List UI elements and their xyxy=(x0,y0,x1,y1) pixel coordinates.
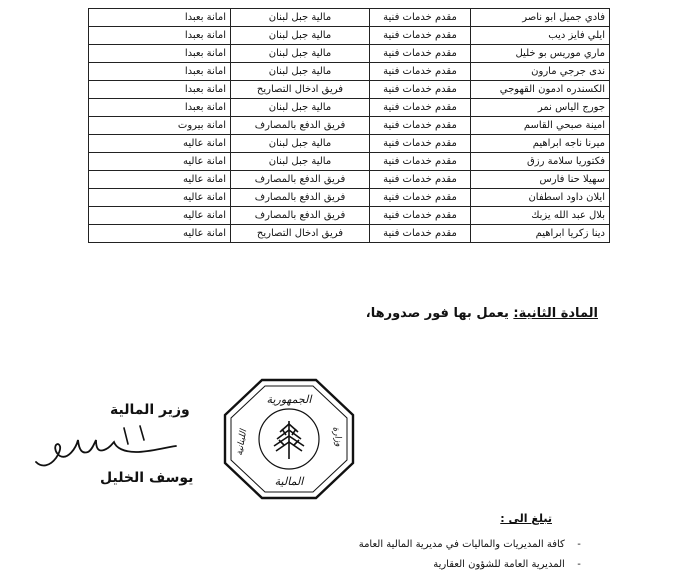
seal-bottom-text: المالية xyxy=(274,475,304,488)
cell-amana: امانة بعبدا xyxy=(89,45,231,63)
list-dash: - xyxy=(577,559,581,570)
cell-name: ندى جرجي مارون xyxy=(471,63,610,81)
cell-department: مالية جبل لبنان xyxy=(231,27,370,45)
cell-department: مالية جبل لبنان xyxy=(231,63,370,81)
cell-name: الكسندره ادمون القهوجي xyxy=(471,81,610,99)
seal-left-text: اللبنانية xyxy=(234,428,250,457)
cell-role: مقدم خدمات فنية xyxy=(370,9,471,27)
cell-department: فريق الدفع بالمصارف xyxy=(231,171,370,189)
table-row xyxy=(89,99,610,117)
table-row xyxy=(89,135,610,153)
cell-amana: امانة عاليه xyxy=(89,135,231,153)
article-label: المادة الثانية: xyxy=(513,306,598,321)
cell-name: دينا زكريا ابراهيم xyxy=(471,225,610,243)
cell-name: جورج الياس نمر xyxy=(471,99,610,117)
handwritten-signature xyxy=(32,418,182,478)
cell-department: فريق الدفع بالمصارف xyxy=(231,207,370,225)
cell-role: مقدم خدمات فنية xyxy=(370,207,471,225)
cell-role: مقدم خدمات فنية xyxy=(370,81,471,99)
cell-name: ايلي فايز ديب xyxy=(471,27,610,45)
seal-right-text: وزارة xyxy=(330,425,344,448)
table-row xyxy=(89,189,610,207)
cell-name: ماري موريس بو خليل xyxy=(471,45,610,63)
distribution-label: تبلغ الى : xyxy=(500,512,552,525)
table-row xyxy=(89,9,610,27)
table-row xyxy=(89,27,610,45)
table-row xyxy=(89,225,610,243)
personnel-table xyxy=(88,8,610,243)
cell-amana: امانة بيروت xyxy=(89,117,231,135)
cell-role: مقدم خدمات فنية xyxy=(370,27,471,45)
table-row xyxy=(89,63,610,81)
cell-name: امينة صبحي القاسم xyxy=(471,117,610,135)
table-row xyxy=(89,81,610,99)
cell-amana: امانة عاليه xyxy=(89,189,231,207)
cell-role: مقدم خدمات فنية xyxy=(370,45,471,63)
cell-name: بلال عبد الله يزبك xyxy=(471,207,610,225)
article-two xyxy=(366,306,598,321)
cell-role: مقدم خدمات فنية xyxy=(370,171,471,189)
distribution-item-text: المديرية العامة للشؤون العقارية xyxy=(433,559,565,570)
table-row xyxy=(89,207,610,225)
cell-department: فريق الدفع بالمصارف xyxy=(231,189,370,207)
cell-department: مالية جبل لبنان xyxy=(231,153,370,171)
seal-top-text: الجمهورية xyxy=(266,393,312,406)
cell-role: مقدم خدمات فنية xyxy=(370,63,471,81)
cell-name: فادي جميل ابو ناصر xyxy=(471,9,610,27)
cedar-icon xyxy=(274,421,304,459)
minister-name: يوسف الخليل xyxy=(100,470,194,486)
distribution-item xyxy=(359,538,590,558)
table-body xyxy=(89,9,610,243)
cell-name: ميرنا ناجه ابراهيم xyxy=(471,135,610,153)
cell-role: مقدم خدمات فنية xyxy=(370,117,471,135)
article-text: يعمل بها فور صدورها، xyxy=(365,306,509,321)
distribution-list xyxy=(359,538,590,578)
cell-amana: امانة عاليه xyxy=(89,207,231,225)
cell-amana: امانة بعبدا xyxy=(89,81,231,99)
cell-name: ايلان داود اسطفان xyxy=(471,189,610,207)
distribution-item-text: كافة المديريات والماليات في مديرية المالية العامة xyxy=(358,539,565,550)
cell-department: فريق ادخال التصاريح xyxy=(231,81,370,99)
cell-department: مالية جبل لبنان xyxy=(231,99,370,117)
cell-amana: امانة بعبدا xyxy=(89,63,231,81)
minister-title: وزير المالية xyxy=(110,402,190,418)
cell-department: مالية جبل لبنان xyxy=(231,135,370,153)
cell-department: مالية جبل لبنان xyxy=(231,9,370,27)
table-row xyxy=(89,45,610,63)
distribution-item xyxy=(359,558,590,578)
cell-name: سهيلا حنا فارس xyxy=(471,171,610,189)
cell-role: مقدم خدمات فنية xyxy=(370,153,471,171)
table-row xyxy=(89,153,610,171)
list-dash: - xyxy=(577,539,581,550)
cell-department: فريق ادخال التصاريح xyxy=(231,225,370,243)
cell-role: مقدم خدمات فنية xyxy=(370,189,471,207)
cell-amana: امانة بعبدا xyxy=(89,99,231,117)
cell-amana: امانة بعبدا xyxy=(89,9,231,27)
cell-role: مقدم خدمات فنية xyxy=(370,99,471,117)
cell-amana: امانة عاليه xyxy=(89,153,231,171)
cell-role: مقدم خدمات فنية xyxy=(370,135,471,153)
cell-amana: امانة عاليه xyxy=(89,225,231,243)
cell-amana: امانة عاليه xyxy=(89,171,231,189)
table-row xyxy=(89,117,610,135)
cell-department: مالية جبل لبنان xyxy=(231,45,370,63)
cell-name: فكتوريا سلامة رزق xyxy=(471,153,610,171)
cell-department: فريق الدفع بالمصارف xyxy=(231,117,370,135)
ministry-seal xyxy=(222,377,356,501)
cell-role: مقدم خدمات فنية xyxy=(370,225,471,243)
table-row xyxy=(89,171,610,189)
cell-amana: امانة بعبدا xyxy=(89,27,231,45)
